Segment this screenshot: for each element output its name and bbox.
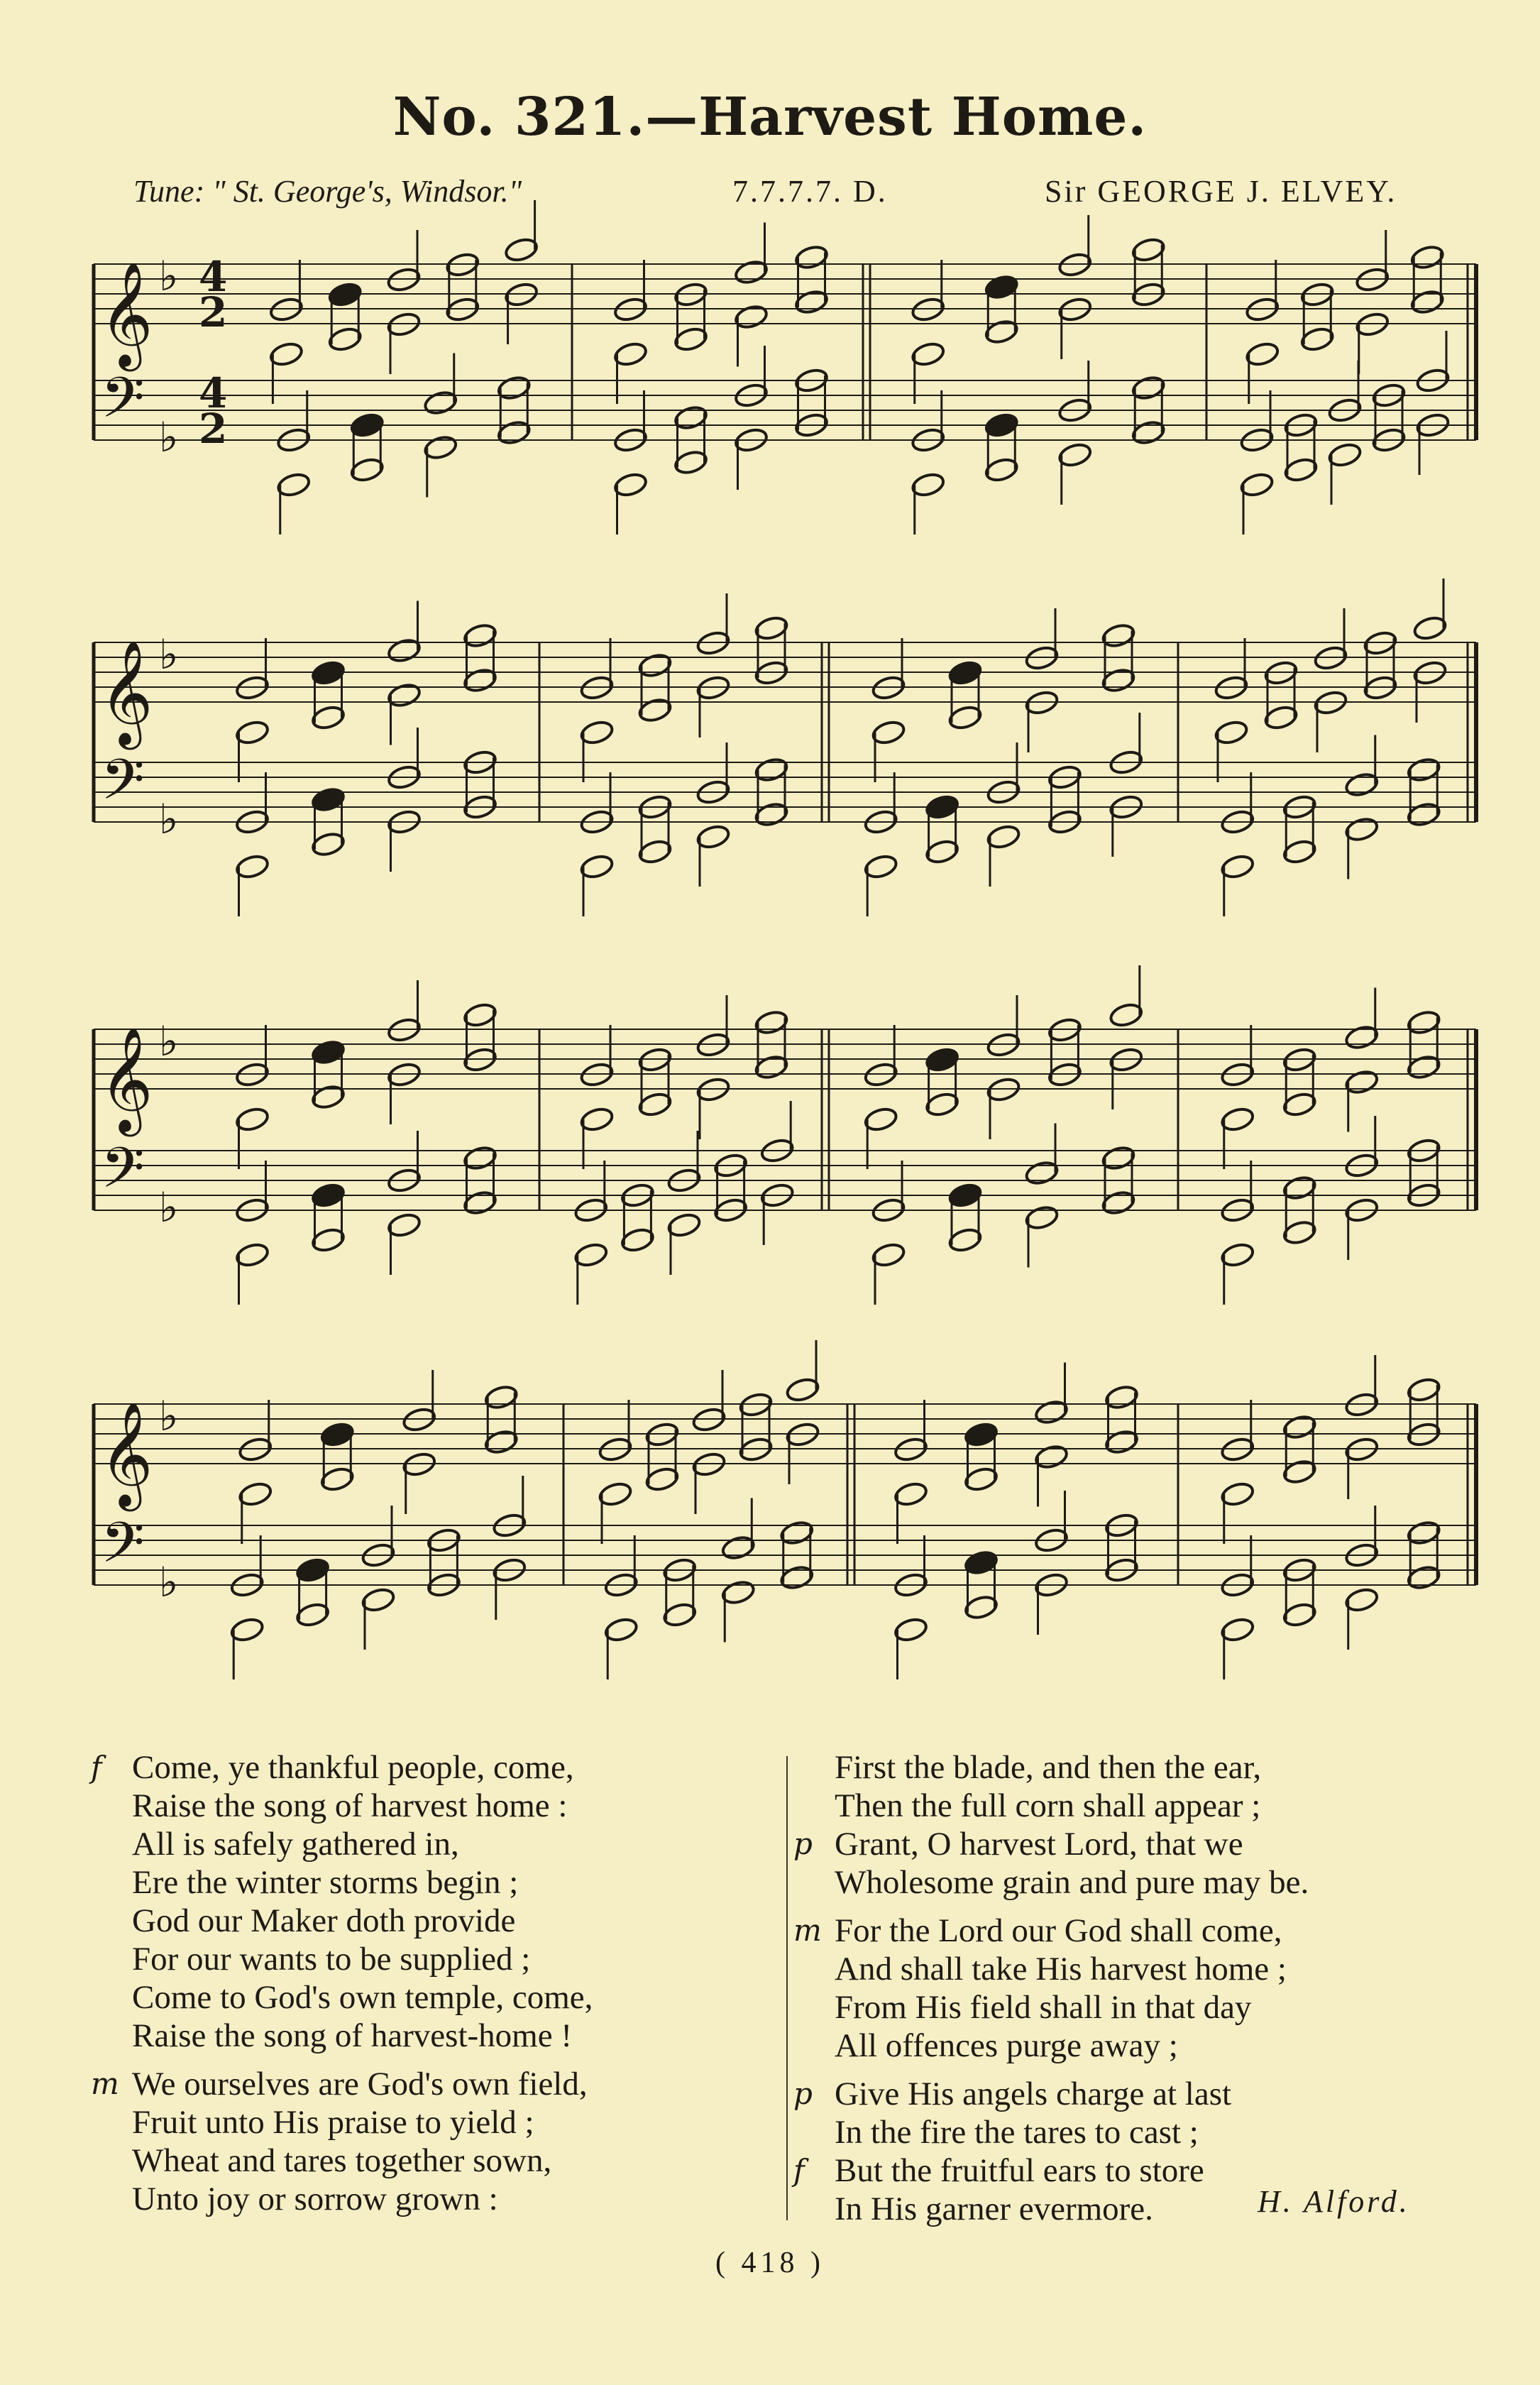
note-head — [311, 1083, 346, 1110]
note-head — [1220, 853, 1255, 880]
verse-line — [132, 2103, 593, 2142]
verse-text: For the Lord our God shall come, — [835, 1912, 1282, 1949]
note-head — [871, 719, 906, 746]
column-divider — [786, 1756, 788, 2220]
note-head — [695, 823, 731, 850]
note-head — [311, 786, 346, 813]
verse-text: Come to God's own temple, come, — [132, 1979, 593, 2016]
time-signature-numerator: 4 — [199, 253, 228, 301]
key-flat-icon: ♭ — [159, 413, 179, 461]
note-head — [754, 1009, 789, 1036]
note-head — [295, 1601, 331, 1628]
note-head — [637, 1091, 673, 1118]
verse-text: In His garner evermore. — [835, 2191, 1153, 2227]
note-head — [1406, 1009, 1441, 1036]
note-head — [637, 838, 673, 865]
note-head — [734, 258, 769, 285]
note-head — [1220, 1106, 1255, 1133]
note-head — [964, 1594, 999, 1621]
note-head — [463, 1002, 498, 1029]
note-head — [1220, 1241, 1255, 1268]
bass-clef-icon: 𝄢 — [101, 747, 145, 826]
note-head — [387, 637, 422, 664]
verse-text: God our Maker doth provide — [132, 1902, 516, 1939]
note-head — [1101, 622, 1136, 649]
note-head — [349, 412, 385, 439]
note-head — [1406, 1519, 1441, 1546]
verse-text: Give His angels charge at last — [835, 2076, 1232, 2112]
note-head — [644, 1466, 680, 1493]
verse-text: From His field shall in that day — [835, 1989, 1252, 2026]
treble-clef-icon: 𝄞 — [99, 1401, 153, 1507]
note-head — [598, 1481, 633, 1508]
meter: 7.7.7.7. D. — [732, 174, 888, 209]
note-head — [964, 1466, 999, 1493]
verse-line — [132, 2142, 593, 2180]
note-head — [1344, 1586, 1380, 1613]
note-head — [1406, 1564, 1441, 1591]
verses-left-column — [91, 1748, 593, 2218]
note-head — [496, 419, 532, 446]
note-head — [463, 622, 498, 649]
note-head — [463, 1144, 498, 1171]
note-head — [1282, 1219, 1317, 1246]
note-head — [720, 1534, 756, 1561]
note-head — [673, 326, 709, 353]
note-head — [984, 273, 1019, 300]
note-head — [1406, 1053, 1441, 1080]
note-head — [1409, 243, 1445, 270]
note-head — [911, 471, 946, 498]
verse-line — [132, 1825, 593, 1863]
note-head — [349, 456, 385, 483]
note-head — [463, 1189, 498, 1216]
note-head — [947, 659, 983, 686]
note-head — [319, 1466, 355, 1493]
verse-line — [132, 1940, 593, 1978]
note-head — [754, 801, 789, 828]
note-head — [1024, 1159, 1060, 1186]
key-flat-icon: ♭ — [159, 630, 179, 679]
tune-name: Tune: " St. George's, Windsor." — [133, 174, 522, 209]
note-head — [423, 389, 458, 416]
note-head — [229, 1616, 265, 1643]
note-head — [579, 853, 615, 880]
dynamic-marking: m — [793, 1913, 822, 1948]
note-head — [986, 823, 1021, 850]
note-head — [1282, 1601, 1317, 1628]
verse-text: Come, ye thankful people, come, — [132, 1749, 574, 1786]
note-head — [1344, 816, 1380, 843]
dynamic-marking: p — [793, 1826, 813, 1861]
note-head — [579, 1106, 615, 1133]
note-head — [720, 1579, 756, 1606]
note-head — [311, 830, 346, 857]
note-head — [235, 853, 270, 880]
verse-text: Then the full corn shall appear ; — [835, 1787, 1261, 1824]
note-head — [1034, 1398, 1069, 1425]
note-head — [925, 1091, 960, 1118]
note-head — [984, 456, 1019, 483]
verse-text: Unto joy or sorrow grown : — [132, 2181, 498, 2217]
note-head — [779, 1564, 815, 1591]
note-head — [673, 449, 709, 476]
note-head — [327, 281, 363, 308]
verse-text: In the fire the tares to cast ; — [835, 2114, 1199, 2151]
note-head — [483, 1383, 519, 1410]
verse-text: All offences purge away ; — [835, 2027, 1178, 2064]
treble-clef-icon: 𝄞 — [99, 261, 153, 367]
note-head — [1282, 1413, 1317, 1440]
note-head — [235, 719, 270, 746]
note-head — [1344, 1024, 1380, 1051]
verse-text: For our wants to be supplied ; — [132, 1941, 531, 1978]
note-head — [483, 1428, 519, 1455]
note-head — [1282, 1091, 1317, 1118]
verse-text: Ere the winter storms begin ; — [132, 1864, 519, 1901]
verse-line — [132, 1787, 593, 1825]
note-head — [666, 1212, 702, 1239]
verse-line — [835, 2027, 1309, 2065]
note-head — [785, 1376, 820, 1403]
note-head — [1406, 1376, 1441, 1403]
note-head — [893, 1481, 929, 1508]
treble-clef-icon: 𝄞 — [99, 640, 153, 745]
key-flat-icon: ♭ — [159, 795, 179, 843]
note-head — [893, 1616, 929, 1643]
note-head — [947, 704, 983, 731]
note-head — [1024, 1204, 1060, 1231]
note-head — [1299, 326, 1335, 353]
author: H. Alford. — [1258, 2184, 1410, 2219]
verse-line — [793, 1825, 1309, 1863]
verse-text: And shall take His harvest home ; — [835, 1951, 1287, 1988]
time-signature-denominator: 2 — [199, 288, 228, 336]
verse-text: Grant, O harvest Lord, that we — [835, 1826, 1243, 1863]
note-head — [1131, 236, 1166, 263]
note-head — [1409, 288, 1445, 315]
note-head — [327, 326, 363, 353]
note-head — [637, 696, 673, 723]
key-flat-icon: ♭ — [159, 252, 179, 300]
verse-text: We ourselves are God's own field, — [132, 2066, 588, 2102]
note-head — [1282, 1174, 1317, 1201]
verse-line — [132, 1902, 593, 1940]
dynamic-marking: p — [793, 2076, 813, 2111]
note-head — [1214, 719, 1249, 746]
bass-clef-icon: 𝄢 — [101, 1135, 145, 1215]
note-head — [238, 1481, 273, 1508]
note-head — [1344, 771, 1380, 798]
note-head — [1220, 1481, 1255, 1508]
note-head — [1101, 1189, 1136, 1216]
note-head — [613, 341, 649, 368]
note-head — [794, 288, 830, 315]
note-head — [1057, 442, 1093, 468]
note-head — [311, 1182, 346, 1209]
note-head — [1283, 456, 1319, 483]
note-head — [1245, 341, 1280, 368]
note-head — [579, 719, 615, 746]
verse-line — [835, 2190, 1309, 2228]
key-flat-icon: ♭ — [159, 1017, 179, 1065]
note-head — [1412, 615, 1448, 642]
verse-line — [835, 1950, 1309, 1988]
note-head — [1344, 1068, 1380, 1095]
note-head — [1101, 667, 1136, 693]
note-head — [1282, 838, 1317, 865]
note-head — [573, 1241, 609, 1268]
note-head — [311, 1227, 346, 1254]
note-head — [1406, 756, 1441, 783]
note-head — [911, 341, 946, 368]
verse-text: All is safely gathered in, — [132, 1826, 459, 1863]
note-head — [319, 1421, 355, 1448]
note-head — [984, 412, 1019, 439]
note-head — [311, 1038, 346, 1065]
note-head — [925, 838, 960, 865]
verse-line — [132, 2017, 593, 2055]
bass-clef-icon: 𝄢 — [101, 365, 145, 444]
note-head — [1131, 374, 1166, 401]
verse-text: Raise the song of harvest-home ! — [132, 2017, 572, 2054]
note-head — [871, 1241, 906, 1268]
note-head — [1131, 419, 1166, 446]
verse-line — [91, 2065, 593, 2103]
note-head — [779, 1519, 815, 1546]
verse-line — [793, 2075, 1309, 2113]
note-head — [754, 756, 789, 783]
dynamic-marking: f — [793, 2153, 805, 2188]
note-head — [620, 1227, 655, 1254]
verse-text: But the fruitful ears to store — [835, 2152, 1204, 2189]
note-head — [463, 667, 498, 693]
time-signature-denominator: 2 — [199, 405, 228, 453]
verse-text: Raise the song of harvest home : — [132, 1787, 568, 1824]
note-head — [387, 1212, 422, 1239]
verses-right-column — [793, 1748, 1309, 2228]
note-head — [964, 1421, 999, 1448]
hymn-title: No. 321.—Harvest Home. — [392, 87, 1148, 148]
note-head — [235, 1106, 270, 1133]
note-head — [794, 243, 830, 270]
note-head — [276, 471, 312, 498]
note-head — [734, 303, 769, 330]
key-flat-icon: ♭ — [159, 1392, 179, 1440]
page-number: ( 418 ) — [715, 2247, 825, 2279]
composer: Sir GEORGE J. ELVEY. — [1045, 174, 1397, 209]
note-head — [1263, 704, 1299, 731]
note-head — [1220, 1616, 1255, 1643]
note-head — [311, 659, 346, 686]
note-head — [504, 236, 539, 263]
verse-line — [835, 1787, 1309, 1825]
note-head — [947, 1227, 983, 1254]
dynamic-marking: m — [91, 2066, 119, 2101]
verse-text: Wheat and tares together sown, — [132, 2142, 552, 2179]
note-head — [603, 1616, 639, 1643]
verse-line — [793, 2151, 1309, 2190]
note-head — [984, 318, 1019, 345]
note-head — [361, 1586, 396, 1613]
note-head — [925, 794, 960, 821]
treble-clef-icon: 𝄞 — [99, 1026, 153, 1132]
bass-clef-icon: 𝄢 — [101, 1510, 145, 1589]
note-head — [754, 1053, 789, 1080]
note-head — [964, 1549, 999, 1576]
note-head — [613, 471, 649, 498]
note-head — [1406, 801, 1441, 828]
verse-line — [793, 1912, 1309, 1950]
note-head — [1327, 442, 1363, 468]
verse-line — [132, 1978, 593, 2017]
verse-line — [132, 2180, 593, 2218]
note-head — [1104, 1428, 1140, 1455]
note-head — [947, 1182, 983, 1209]
note-head — [295, 1557, 331, 1584]
verse-line — [91, 1748, 593, 1787]
verse-line — [835, 1863, 1309, 1902]
note-head — [1104, 1383, 1140, 1410]
key-flat-icon: ♭ — [159, 1183, 179, 1232]
key-flat-icon: ♭ — [159, 1558, 179, 1606]
note-head — [268, 341, 304, 368]
note-head — [1034, 1443, 1069, 1470]
note-head — [423, 434, 458, 461]
verse-line — [835, 2113, 1309, 2151]
note-head — [925, 1046, 960, 1073]
note-head — [496, 374, 532, 401]
note-head — [1239, 471, 1275, 498]
note-head — [673, 404, 709, 431]
note-head — [662, 1601, 698, 1628]
note-head — [1282, 1458, 1317, 1485]
note-head — [637, 652, 673, 679]
verse-text: First the blade, and then the ear, — [835, 1749, 1262, 1786]
verse-text: Fruit unto His praise to yield ; — [132, 2104, 534, 2141]
note-head — [387, 681, 422, 708]
dynamic-marking: f — [91, 1750, 102, 1784]
verse-text: Wholesome grain and pure may be. — [835, 1864, 1309, 1901]
time-signature-numerator: 4 — [199, 369, 228, 417]
note-head — [754, 615, 789, 642]
verse-line — [835, 1748, 1309, 1787]
verse-line — [835, 1988, 1309, 2027]
note-head — [1101, 1144, 1136, 1171]
note-head — [235, 1241, 270, 1268]
note-head — [311, 704, 346, 731]
note-head — [1109, 1002, 1144, 1029]
note-head — [863, 1106, 898, 1133]
verse-line — [132, 1863, 593, 1902]
note-head — [863, 853, 898, 880]
